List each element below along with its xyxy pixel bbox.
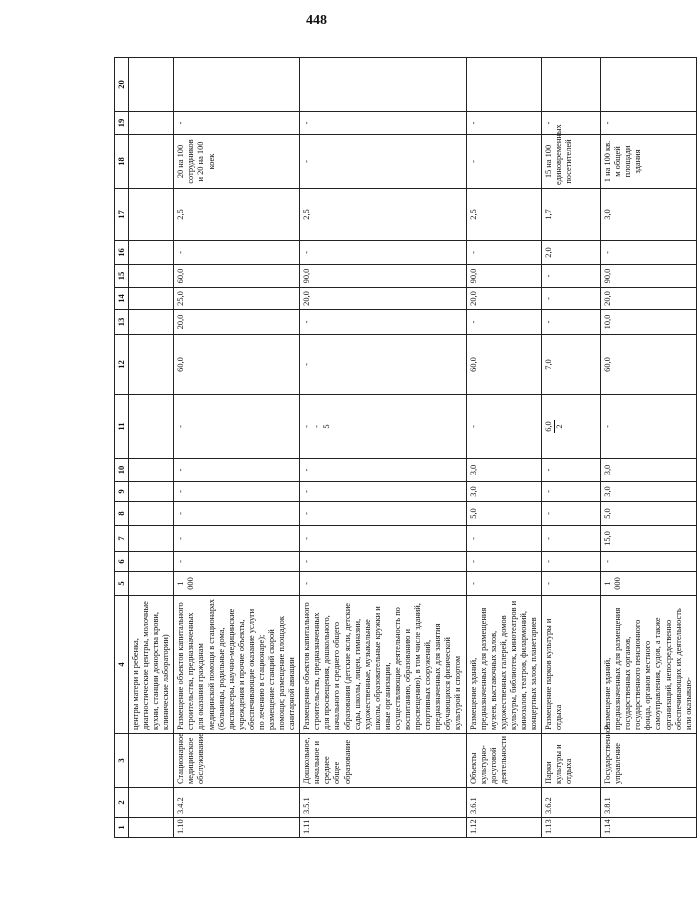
cell-c9: 3,0 — [601, 482, 697, 502]
column-header: 10 — [115, 459, 129, 482]
use-code: 3.6.2 — [542, 788, 601, 818]
row-number: 1.12 — [466, 818, 542, 838]
column-header: 3 — [115, 734, 129, 788]
table-row — [174, 58, 300, 838]
cell-c12: - — [300, 335, 466, 395]
cell-c12: 60,0 — [174, 335, 300, 395]
cell-c19: - — [466, 112, 542, 135]
row-number: 1.13 — [542, 818, 601, 838]
cell-c6: - — [542, 552, 601, 572]
column-header: 11 — [115, 395, 129, 459]
cell-c7: 15,0 — [601, 526, 697, 552]
cell-c8: 5,0 — [601, 502, 697, 526]
cell-c13: 20,0 — [174, 310, 300, 335]
cell-c17: 3,0 — [601, 189, 697, 241]
row-number: 1.10 — [174, 818, 300, 838]
cell-c5: - — [466, 572, 542, 596]
cell-c17: 2,5 — [466, 189, 542, 241]
use-code: 3.4.2 — [174, 788, 300, 818]
cell-c9: - — [174, 482, 300, 502]
cell-c12: 7,0 — [542, 335, 601, 395]
cell-c10: 3,0 — [601, 459, 697, 482]
cell-c16: - — [174, 241, 300, 265]
cell-c13: - — [466, 310, 542, 335]
column-header: 6 — [115, 552, 129, 572]
cell-c11-line-1: - — [302, 425, 312, 428]
cell-c16: - — [300, 241, 466, 265]
cell-c11-line-3: 5 — [322, 424, 332, 429]
cell-c11: - — [601, 395, 697, 459]
cell-c13: - — [542, 310, 601, 335]
use-code: 3.8.1 — [601, 788, 697, 818]
cell-c7: - — [174, 526, 300, 552]
cell-c19: - — [601, 112, 697, 135]
cell-c18: - — [300, 135, 466, 189]
regulations-table — [114, 57, 697, 838]
cell-c13: - — [300, 310, 466, 335]
cell-c8: - — [542, 502, 601, 526]
cell-c6: - — [174, 552, 300, 572]
continuation-text: центры матери и ребенка, диагностические центры, молочные кухни, станции донорства крови, клинические лаборатории) — [129, 596, 174, 734]
cell-c9: 3,0 — [466, 482, 542, 502]
column-header: 4 — [115, 596, 129, 734]
use-description: Размещение объектов капитального строительства, предназначенных для просвещения, дошкольного, начального и среднего общего образования (детские ясли, детские сады, школы, лицеи, гимназии, художественные, музыкальные школы, образовательные кружки и иные организации, осуществляющие деятельность по воспитанию, образованию и просвещению), в том числе зданий, спортивных сооружений, предназначенных для занятия обучающихся физической культурой и спортом — [300, 596, 466, 734]
column-header: 18 — [115, 135, 129, 189]
column-header: 17 — [115, 189, 129, 241]
cell-c16: - — [601, 241, 697, 265]
use-code: 3.5.1 — [300, 788, 466, 818]
cell-c10: 3,0 — [466, 459, 542, 482]
row-number: 1.14 — [601, 818, 697, 838]
cell-c14: 20,0 — [466, 288, 542, 310]
use-name: Дошкольное, начальное и среднее общее образование — [300, 734, 466, 788]
use-name: Государственное управление — [601, 734, 697, 788]
cell-c16: 2,0 — [542, 241, 601, 265]
cell-c20 — [601, 58, 697, 112]
cell-c20 — [466, 58, 542, 112]
cell-c10: - — [542, 459, 601, 482]
use-description: Размещение зданий, предназначенных для размещения музеев, выставочных залов, художественных галерей, домов культуры, библиотек, кинотеатров и кинозалов, театров, филармоний, концертных залов, планетариев — [466, 596, 542, 734]
cell-c18: - — [466, 135, 542, 189]
column-header: 20 — [115, 58, 129, 112]
cell-c5: - — [300, 572, 466, 596]
cell-c7: - — [300, 526, 466, 552]
cell-c7: - — [466, 526, 542, 552]
table-row — [300, 58, 466, 838]
use-name: Объекты культурно-досуговой деятельности — [466, 734, 542, 788]
cell-c11 — [300, 395, 466, 459]
cell-c6: - — [466, 552, 542, 572]
cell-c8: - — [174, 502, 300, 526]
cell-c14: 20,0 — [601, 288, 697, 310]
cell-c11 — [542, 395, 601, 459]
cell-c14: 20,0 — [300, 288, 466, 310]
cell-c20 — [174, 58, 300, 112]
cell-c17: 2,5 — [300, 189, 466, 241]
cell-c18: 1 на 100 кв. м общей площади здания — [601, 135, 697, 189]
cell-c9: - — [542, 482, 601, 502]
table-row — [466, 58, 542, 838]
row-number: 1.11 — [300, 818, 466, 838]
cell-c15: 90,0 — [300, 265, 466, 288]
column-header: 8 — [115, 502, 129, 526]
cell-c6: - — [601, 552, 697, 572]
use-name: Стационарное медицинское обслуживание — [174, 734, 300, 788]
cell-c7: - — [542, 526, 601, 552]
cell-c17: 1,7 — [542, 189, 601, 241]
cell-c18: 20 на 100 сотрудников и 20 на 100 коек — [174, 135, 300, 189]
cell-c15: - — [542, 265, 601, 288]
cell-c5: 1 000 — [174, 572, 300, 596]
column-header: 14 — [115, 288, 129, 310]
column-header: 19 — [115, 112, 129, 135]
cell-c19: - — [300, 112, 466, 135]
cell-c8: - — [300, 502, 466, 526]
column-header: 13 — [115, 310, 129, 335]
cell-c19: - — [542, 112, 601, 135]
cell-c14: 25,0 — [174, 288, 300, 310]
use-description: Размещение объектов капитального строительства, предназначенных для оказания гражданам медицинской помощи в стационарах (больницы, родильные дома, диспансеры, научно-медицинские учреждения и прочие объекты, обеспечивающие оказание услуги по лечению в стационаре); размещение станций скорой помощи; размещение площадок санитарной авиации — [174, 596, 300, 734]
cell-c11: - — [174, 395, 300, 459]
column-header: 16 — [115, 241, 129, 265]
column-header: 7 — [115, 526, 129, 552]
page-number: 448 — [306, 13, 327, 28]
table-row — [542, 58, 601, 838]
cell-c16: - — [466, 241, 542, 265]
use-code: 3.6.1 — [466, 788, 542, 818]
cell-c20 — [300, 58, 466, 112]
cell-c8: 5,0 — [466, 502, 542, 526]
table-row — [601, 58, 697, 838]
column-header: 15 — [115, 265, 129, 288]
cell-c11: - — [466, 395, 542, 459]
cell-c11-line-2: - — [312, 425, 322, 428]
column-header: 12 — [115, 335, 129, 395]
cell-c15: 90,0 — [601, 265, 697, 288]
cell-c10: - — [174, 459, 300, 482]
cell-c12: 60,0 — [466, 335, 542, 395]
fraction-value — [544, 420, 565, 432]
fraction-denominator: 2 — [555, 424, 565, 429]
continuation-row — [129, 58, 174, 838]
cell-c15: 60,0 — [174, 265, 300, 288]
use-name: Парки культуры и отдыха — [542, 734, 601, 788]
cell-c19: - — [174, 112, 300, 135]
cell-c12: 60,0 — [601, 335, 697, 395]
cell-c5: - — [542, 572, 601, 596]
cell-c18: 15 на 100 единовременных посетителей — [542, 135, 601, 189]
cell-c13: 10,0 — [601, 310, 697, 335]
column-header: 1 — [115, 818, 129, 838]
column-header: 5 — [115, 572, 129, 596]
use-description: Размещение зданий, предназначенных для размещения государственных органов, государственного пенсионного фонда, органов местного самоуправления, судов, а также организаций, непосредственно обеспечивающих их деятельность или оказываю- — [601, 596, 697, 734]
column-number-header-row — [115, 58, 129, 838]
cell-c14: - — [542, 288, 601, 310]
cell-c9: - — [300, 482, 466, 502]
cell-c20 — [542, 58, 601, 112]
cell-c17: 2,5 — [174, 189, 300, 241]
cell-c15: 90,0 — [466, 265, 542, 288]
use-description: Размещение парков культуры и отдыха — [542, 596, 601, 734]
column-header: 2 — [115, 788, 129, 818]
cell-c10: - — [300, 459, 466, 482]
fraction-numerator: 6,0 — [544, 420, 555, 432]
rotated-table-sheet — [114, 58, 693, 838]
cell-c5: 1 000 — [601, 572, 697, 596]
cell-c6: - — [300, 552, 466, 572]
column-header: 9 — [115, 482, 129, 502]
